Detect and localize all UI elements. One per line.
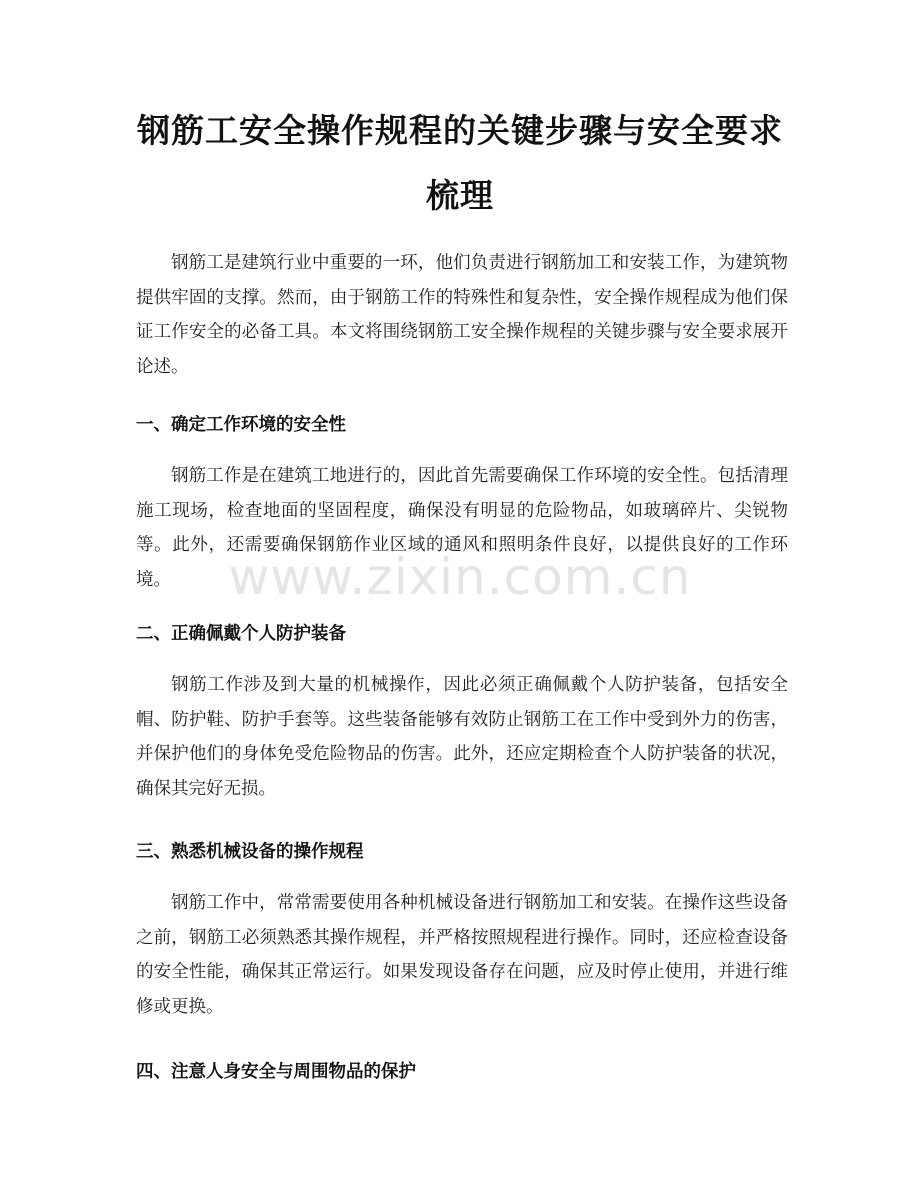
section-heading-1: 一、确定工作环境的安全性: [136, 415, 346, 435]
section-heading-3: 三、熟悉机械设备的操作规程: [136, 842, 364, 862]
intro-paragraph: 钢筋工是建筑行业中重要的一环，他们负责进行钢筋加工和安装工作，为建筑物提供牢固的支撑。然而，由于钢筋工作的特殊性和复杂性，安全操作规程成为他们保证工作安全的必备工具。本文将围绕钢筋工安全操作规程的关键步骤与安全要求展开论述。: [136, 253, 788, 377]
section-paragraph-3: 钢筋工作中，常常需要使用各种机械设备进行钢筋加工和安装。在操作这些设备之前，钢筋工必须熟悉其操作规程，并严格按照规程进行操作。同时，还应检查设备的安全性能，确保其正常运行。如果发现设备存在问题，应及时停止使用，并进行维修或更换。: [136, 893, 788, 1017]
document-title-line-2: 梳理: [426, 176, 494, 215]
section-heading-4: 四、注意人身安全与周围物品的保护: [136, 1062, 416, 1082]
watermark-text: www.zixin.com.cn: [228, 548, 692, 606]
section-heading-2: 二、正确佩戴个人防护装备: [136, 624, 346, 644]
section-paragraph-1: 钢筋工作是在建筑工地进行的，因此首先需要确保工作环境的安全性。包括清理施工现场，检查地面的坚固程度，确保没有明显的危险物品，如玻璃碎片、尖锐物等。此外，还需要确保钢筋作业区域的通风和照明条件良好，以提供良好的工作环境。: [136, 466, 788, 590]
section-paragraph-2: 钢筋工作涉及到大量的机械操作，因此必须正确佩戴个人防护装备，包括安全帽、防护鞋、防护手套等。这些装备能够有效防止钢筋工在工作中受到外力的伤害，并保护他们的身体免受危险物品的伤害。此外，还应定期检查个人防护装备的状况，确保其完好无损。: [136, 675, 788, 799]
document-body: [136, 246, 788, 1084]
document-title-line-1: 钢筋工安全操作规程的关键步骤与安全要求: [137, 111, 783, 150]
